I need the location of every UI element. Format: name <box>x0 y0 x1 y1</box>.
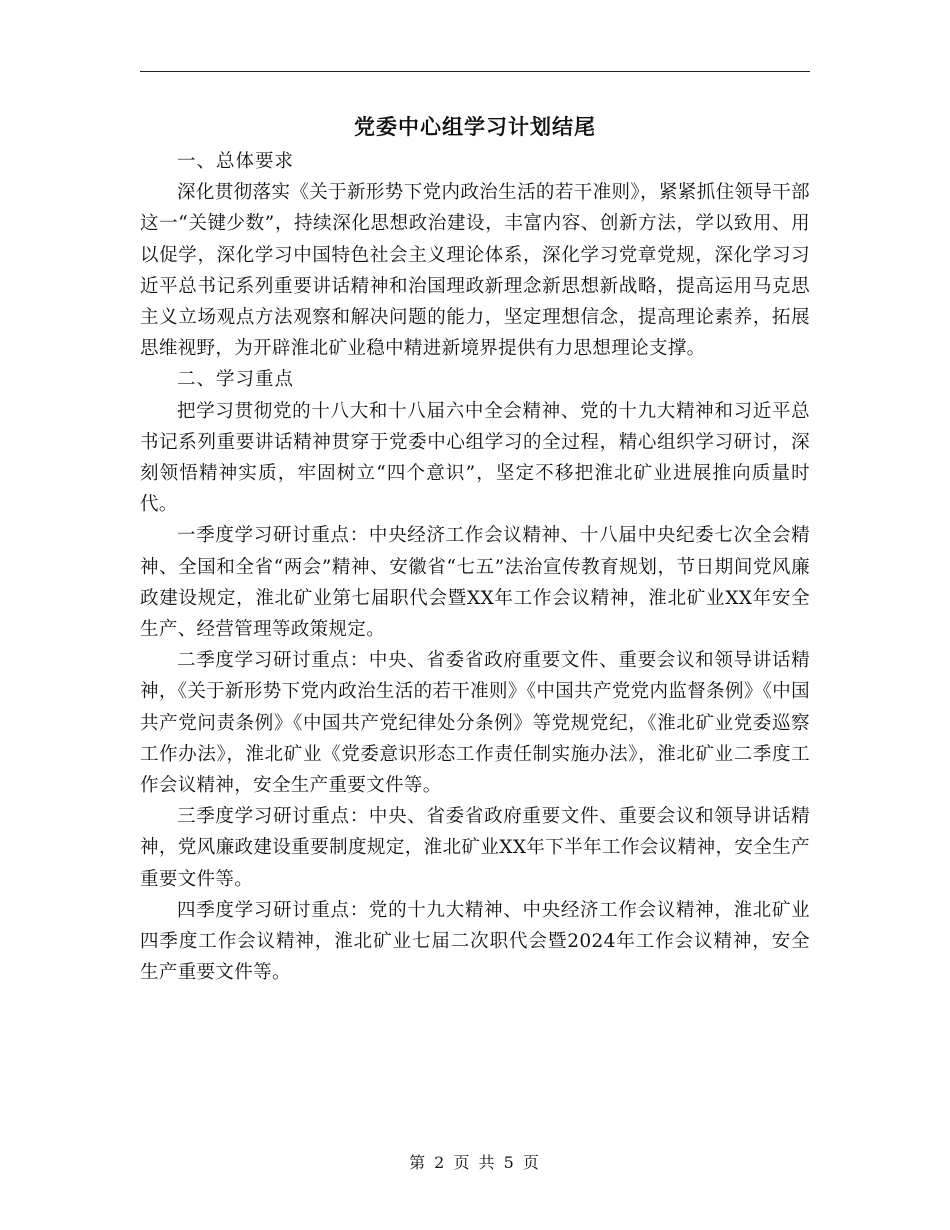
header-rule <box>140 71 810 72</box>
paragraph-q3-focus: 三季度学习研讨重点：中央、省委省政府重要文件、重要会议和领导讲话精神，党风廉政建设重要制度规定，淮北矿业XX年下半年工作会议精神，安全生产重要文件等。 <box>140 806 810 890</box>
paragraph-study-focus: 把学习贯彻党的十八大和十八届六中全会精神、党的十九大精神和习近平总书记系列重要讲话精神贯穿于党委中心组学习的全过程，精心组织学习研讨，深刻领悟精神实质，牢固树立“四个意识”，坚定不移把淮北矿业进展推向质量时代。 <box>140 400 810 516</box>
paragraph-q1-focus: 一季度学习研讨重点：中央经济工作会议精神、十八届中央纪委七次全会精神、全国和全省“两会”精神、安徽省“七五”法治宣传教育规划，节日期间党风廉政建设规定，淮北矿业第七届职代会暨XX年工作会议精神，淮北矿业XX年安全生产、经营管理等政策规定。 <box>140 525 810 641</box>
paragraph-general-requirements: 深化贯彻落实《关于新形势下党内政治生活的若干准则》，紧紧抓住领导干部这一“关键少数”，持续深化思想政治建设，丰富内容、创新方法，学以致用、用以促学，深化学习中国特色社会主义理论体系，深化学习党章党规，深化学习习近平总书记系列重要讲话精神和治国理政新理念新思想新战略，提高运用马克思主义立场观点方法观察和解决问题的能力，坚定理想信念，提高理论素养，拓展思维视野，为开辟淮北矿业稳中精进新境界提供有力思想理论支撑。 <box>140 182 810 360</box>
section-heading-general-requirements: 一、总体要求 <box>177 151 295 172</box>
page-indicator: 第 2 页 共 5 页 <box>409 1153 541 1172</box>
section-heading-study-focus: 二、学习重点 <box>177 369 295 391</box>
document-title: 党委中心组学习计划结尾 <box>354 114 596 139</box>
paragraph-q4-focus: 四季度学习研讨重点：党的十九大精神、中央经济工作会议精神，淮北矿业四季度工作会议精神，淮北矿业七届二次职代会暨2024年工作会议精神，安全生产重要文件等。 <box>140 899 810 984</box>
paragraph-q2-focus: 二季度学习研讨重点：中央、省委省政府重要文件、重要会议和领导讲话精神，《关于新形势下党内政治生活的若干准则》《中国共产党党内监督条例》《中国共产党问责条例》《中国共产党纪律处分条例》等党规党纪，《淮北矿业党委巡察工作办法》，淮北矿业《党委意识形态工作责任制实施办法》，淮北矿业二季度工作会议精神，安全生产重要文件等。 <box>140 650 810 797</box>
document-body <box>140 110 810 988</box>
